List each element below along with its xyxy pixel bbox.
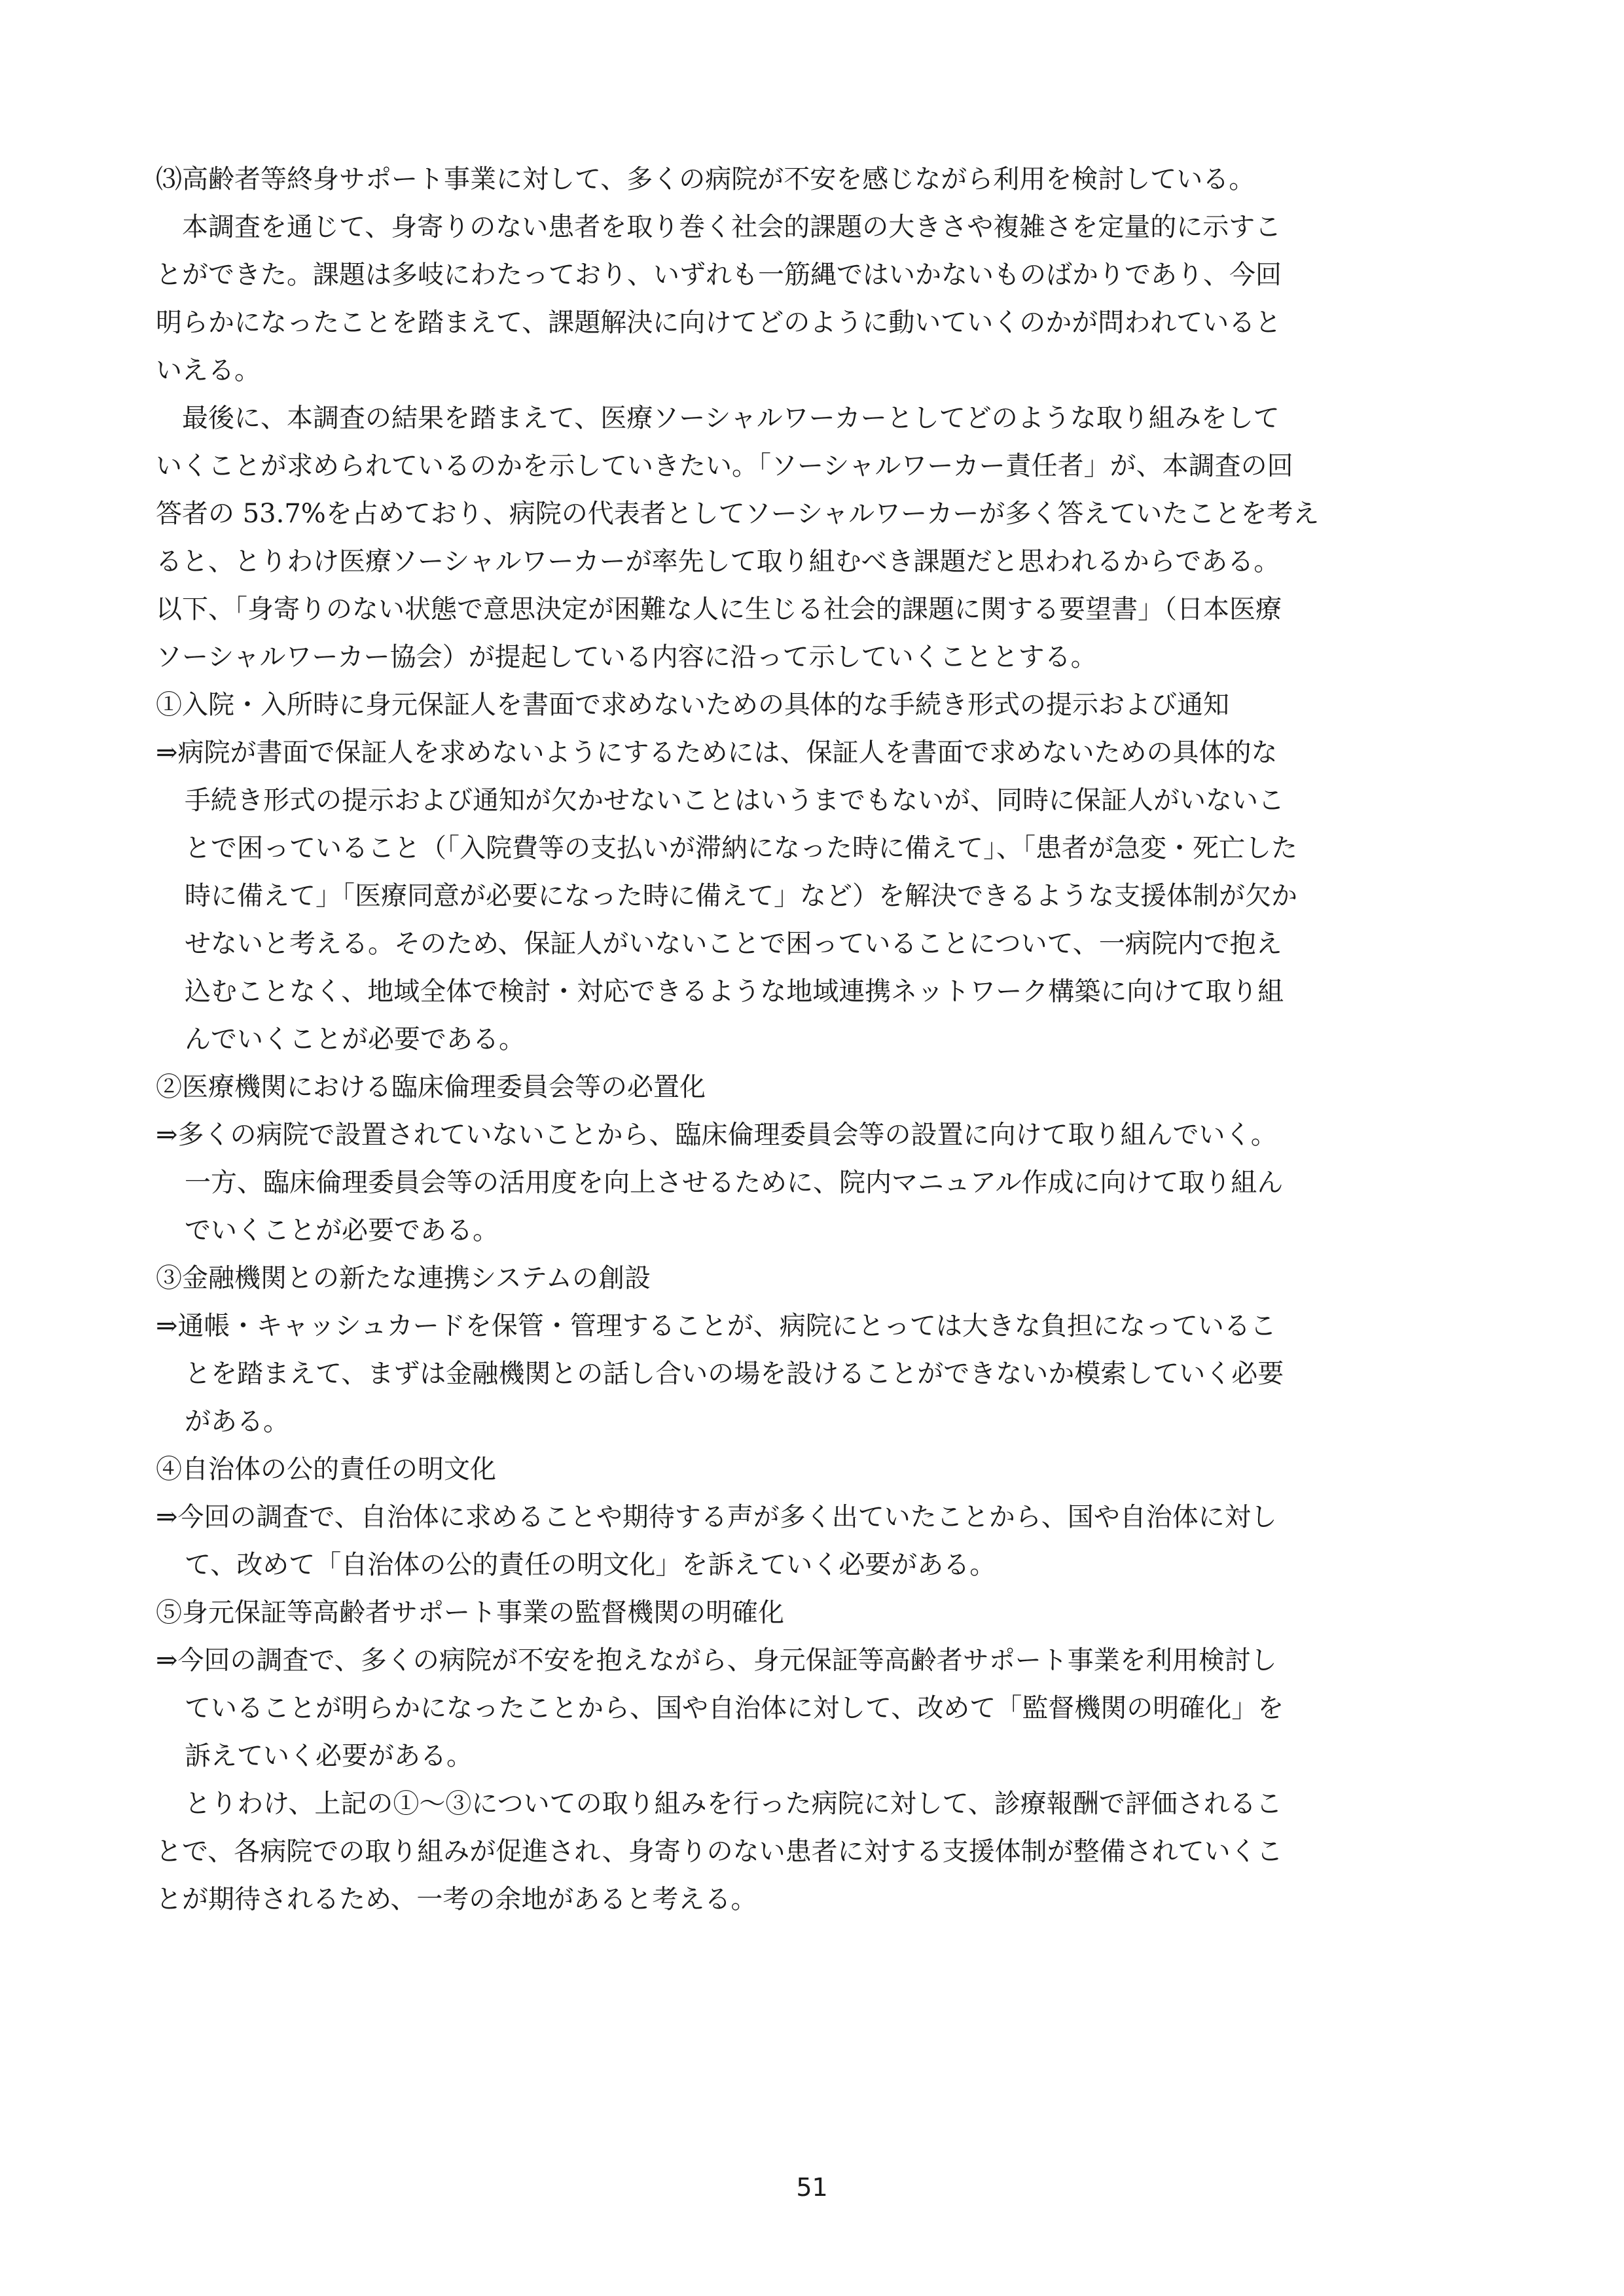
item-body-line: ⇒多くの病院で設置されていないことから、臨床倫理委員会等の設置に向けて取り組んでいく。 [156, 1120, 1277, 1150]
heading-3: ⑶高齢者等終身サポート事業に対して、多くの病院が不安を感じながら利用を検討している。 [156, 164, 1255, 194]
item-body-line: 訴えていく必要がある。 [185, 1741, 473, 1771]
item-body-line: ⇒病院が書面で保証人を求めないようにするためには、保証人を書面で求めないための具体的な [156, 738, 1278, 768]
paragraph-line: とが期待されるため、一考の余地があると考える。 [156, 1884, 757, 1914]
paragraph-line: いくことが求められているのかを示していきたい。「ソーシャルワーカー責任者」が、本調査の回 [156, 451, 1293, 481]
item-heading-1: ①入院・入所時に身元保証人を書面で求めないための具体的な手続き形式の提示および通知 [156, 690, 1229, 720]
item-body-line: 込むことなく、地域全体で検討・対応できるような地域連携ネットワーク構築に向けて取り組 [185, 977, 1284, 1007]
item-body-line: せないと考える。そのため、保証人がいないことで困っていることについて、一病院内で抱え [185, 929, 1282, 959]
item-heading-4: ④自治体の公的責任の明文化 [156, 1454, 496, 1484]
paragraph-line: 明らかになったことを踏まえて、課題解決に向けてどのように動いていくのかが問われていると [156, 308, 1282, 338]
item-body-line: 手続き形式の提示および通知が欠かせないことはいうまでもないが、同時に保証人がいないこ [185, 785, 1284, 816]
paragraph-line: 答者の 53.7%を占めており、病院の代表者としてソーシャルワーカーが多く答えていたことを考え [156, 499, 1320, 529]
item-body-line: とを踏まえて、まずは金融機関との話し合いの場を設けることができないか模索していく必要 [185, 1359, 1284, 1389]
item-body-line: ⇒今回の調査で、自治体に求めることや期待する声が多く出ていたことから、国や自治体に対し [156, 1502, 1277, 1532]
item-body-line: ⇒通帳・キャッシュカードを保管・管理することが、病院にとっては大きな負担になっているこ [156, 1311, 1276, 1341]
item-heading-5: ⑤身元保証等高齢者サポート事業の監督機関の明確化 [156, 1598, 784, 1628]
item-body-line: 時に備えて」「医療同意が必要になった時に備えて」など）を解決できるような支援体制が欠か [185, 881, 1297, 911]
paragraph-line: 最後に、本調査の結果を踏まえて、医療ソーシャルワーカーとしてどのような取り組みをして [182, 403, 1280, 433]
paragraph-line: 以下、「身寄りのない状態で意思決定が困難な人に生じる社会的課題に関する要望書」（日本医療 [156, 594, 1282, 624]
paragraph-line: とりわけ、上記の①～③についての取り組みを行った病院に対して、診療報酬で評価されるこ [185, 1789, 1282, 1819]
item-body-line: でいくことが必要である。 [185, 1215, 499, 1246]
paragraph-line: とができた。課題は多岐にわたっており、いずれも一筋縄ではいかないものばかりであり、今回 [156, 260, 1282, 290]
item-heading-2: ②医療機関における臨床倫理委員会等の必置化 [156, 1072, 706, 1102]
item-body-line: んでいくことが必要である。 [185, 1024, 525, 1054]
paragraph-line: ると、とりわけ医療ソーシャルワーカーが率先して取り組むべき課題だと思われるからである。 [156, 547, 1280, 577]
paragraph-line: とで、各病院での取り組みが促進され、身寄りのない患者に対する支援体制が整備されていくこ [156, 1837, 1283, 1867]
page-number: 51 [796, 2173, 828, 2202]
item-body-line: て、改めて「自治体の公的責任の明文化」を訴えていく必要がある。 [185, 1550, 996, 1580]
item-body-line: 一方、臨床倫理委員会等の活用度を向上させるために、院内マニュアル作成に向けて取り組ん [185, 1168, 1284, 1198]
item-heading-3: ③金融機関との新たな連携システムの創設 [156, 1263, 651, 1293]
paragraph-line: いえる。 [156, 355, 261, 386]
item-body-line: とで困っていること（「入院費等の支払いが滞納になった時に備えて」、「患者が急変・死亡した [185, 833, 1297, 863]
item-body-line: ていることが明らかになったことから、国や自治体に対して、改めて「監督機関の明確化」を [185, 1693, 1284, 1723]
paragraph-line: 本調査を通じて、身寄りのない患者を取り巻く社会的課題の大きさや複雑さを定量的に示すこ [182, 212, 1282, 242]
item-body-line: がある。 [185, 1407, 289, 1437]
paragraph-line: ソーシャルワーカー協会）が提起している内容に沿って示していくこととする。 [156, 642, 1097, 672]
document-body [156, 156, 1452, 1924]
item-body-line: ⇒今回の調査で、多くの病院が不安を抱えながら、身元保証等高齢者サポート事業を利用検討し [156, 1645, 1277, 1676]
